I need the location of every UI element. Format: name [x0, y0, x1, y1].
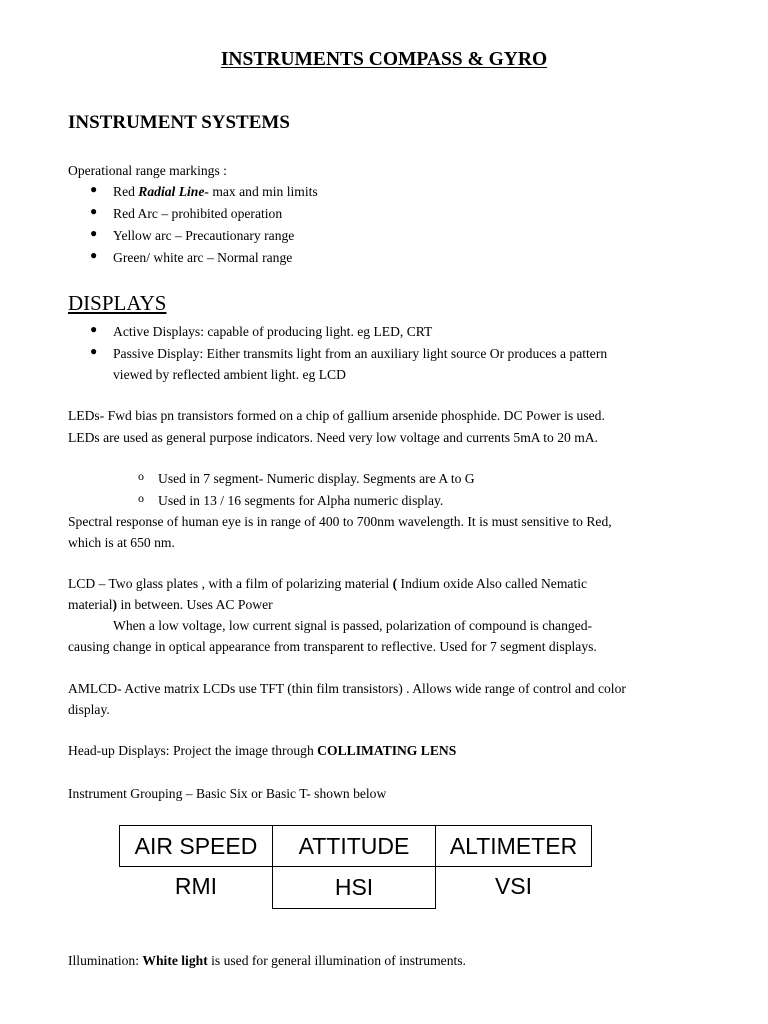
paragraph-leds: LEDs- Fwd bias pn transistors formed on a chip of gallium arsenide phosphide. DC Power is used.: [68, 408, 605, 423]
paragraph-spectral: Spectral response of human eye is in range of 400 to 700nm wavelength. It is must sensitive to Red,: [68, 514, 612, 529]
section-heading-instrument-systems: INSTRUMENT SYSTEMS: [68, 112, 290, 133]
paragraph-lcd: When a low voltage, low current signal is passed, polarization of compound is changed-: [113, 618, 593, 633]
bullet-icon: ●: [90, 344, 98, 358]
cell-air-speed: AIR SPEED: [119, 825, 273, 867]
cell-hsi: HSI: [272, 866, 436, 909]
basic-six-table: [119, 825, 592, 907]
list-item: Green/ white arc – Normal range: [113, 250, 293, 265]
list-item-continuation: viewed by reflected ambient light. eg LCD: [113, 367, 346, 382]
cell-rmi: RMI: [174, 873, 218, 899]
bullet-icon: ●: [90, 226, 98, 240]
section-heading-displays: DISPLAYS: [68, 291, 167, 315]
circle-bullet-icon: o: [138, 491, 144, 505]
paragraph-lcd: material) in between. Uses AC Power: [68, 597, 273, 612]
bullet-icon: ●: [90, 322, 98, 336]
bullet-icon: ●: [90, 204, 98, 218]
bullet-icon: ●: [90, 182, 98, 196]
document-title: INSTRUMENTS COMPASS & GYRO: [220, 49, 548, 70]
paragraph-illumination: Illumination: White light is used for general illumination of instruments.: [68, 953, 466, 968]
cell-vsi: VSI: [494, 873, 533, 899]
list-item: Red Radial Line- max and min limits: [113, 184, 318, 199]
list-item: Passive Display: Either transmits light from an auxiliary light source Or produces a pattern: [113, 346, 608, 361]
range-markings-intro: Operational range markings :: [68, 163, 227, 178]
cell-altimeter: ALTIMETER: [435, 825, 592, 867]
circle-bullet-icon: o: [138, 469, 144, 483]
paragraph-hud: Head-up Displays: Project the image through COLLIMATING LENS: [68, 743, 457, 758]
cell-attitude: ATTITUDE: [272, 825, 436, 867]
list-item: Active Displays: capable of producing light. eg LED, CRT: [113, 324, 433, 339]
sub-list-item: Used in 13 / 16 segments for Alpha numeric display.: [158, 493, 444, 508]
paragraph-leds: LEDs are used as general purpose indicators. Need very low voltage and currents 5mA to 20 mA.: [68, 430, 599, 445]
paragraph-amlcd: AMLCD- Active matrix LCDs use TFT (thin film transistors) . Allows wide range of control and color: [68, 681, 626, 696]
paragraph-lcd: causing change in optical appearance from transparent to reflective. Used for 7 segment displays.: [68, 639, 597, 654]
paragraph-lcd: LCD – Two glass plates , with a film of polarizing material ( Indium oxide Also called Nematic: [68, 576, 588, 591]
bullet-icon: ●: [90, 248, 98, 262]
paragraph-grouping: Instrument Grouping – Basic Six or Basic T- shown below: [68, 786, 387, 801]
sub-list-item: Used in 7 segment- Numeric display. Segments are A to G: [158, 471, 475, 486]
list-item: Red Arc – prohibited operation: [113, 206, 283, 221]
paragraph-amlcd: display.: [68, 702, 110, 717]
paragraph-spectral: which is at 650 nm.: [68, 535, 175, 550]
list-item: Yellow arc – Precautionary range: [113, 228, 295, 243]
